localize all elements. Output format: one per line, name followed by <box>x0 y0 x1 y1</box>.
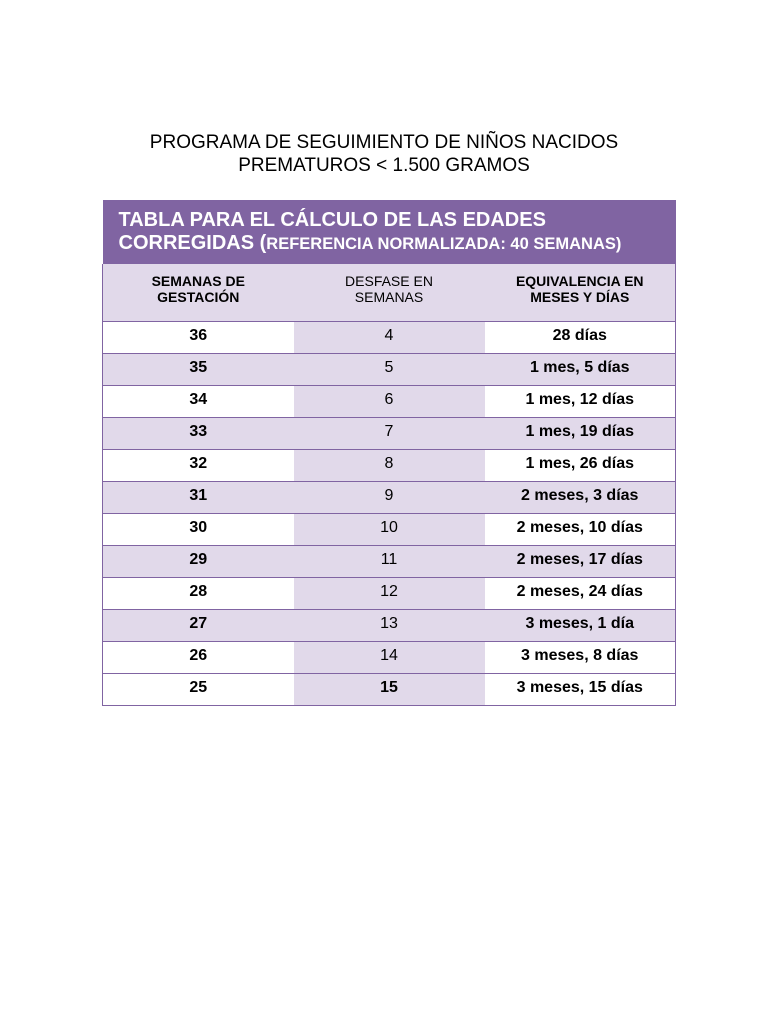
offset-weeks-cell: 5 <box>294 354 485 386</box>
gestation-weeks-cell: 36 <box>103 322 294 354</box>
offset-weeks-cell: 10 <box>294 514 485 546</box>
header-line: SEMANAS <box>354 288 424 305</box>
banner-line-1: TABLA PARA EL CÁLCULO DE LAS EDADES <box>118 208 546 231</box>
offset-weeks-cell: 9 <box>294 482 485 514</box>
table-row <box>103 546 676 578</box>
table-row <box>103 578 676 610</box>
equivalence-cell: 2 meses, 10 días <box>485 514 676 546</box>
offset-weeks-cell: 7 <box>294 418 485 450</box>
equivalence-cell: 1 mes, 26 días <box>485 450 676 482</box>
header-line: SEMANAS DE <box>151 272 245 289</box>
table-row <box>103 450 676 482</box>
gestation-weeks-cell: 27 <box>103 610 294 642</box>
offset-weeks-cell: 11 <box>294 546 485 578</box>
banner-line-2-small: REFERENCIA NORMALIZADA: 40 SEMANAS) <box>266 234 622 253</box>
header-gestation-weeks <box>103 264 294 322</box>
equivalence-cell: 1 mes, 12 días <box>485 386 676 418</box>
document-title <box>0 131 768 177</box>
equivalence-cell: 3 meses, 8 días <box>485 642 676 674</box>
table-row <box>103 482 676 514</box>
equivalence-cell: 3 meses, 1 día <box>485 610 676 642</box>
offset-weeks-cell: 12 <box>294 578 485 610</box>
table-row <box>103 354 676 386</box>
offset-weeks-cell: 13 <box>294 610 485 642</box>
header-line: MESES Y DÍAS <box>530 288 630 305</box>
table-banner <box>103 200 676 264</box>
gestation-weeks-cell: 32 <box>103 450 294 482</box>
table-row <box>103 418 676 450</box>
gestation-weeks-cell: 30 <box>103 514 294 546</box>
equivalence-cell: 2 meses, 24 días <box>485 578 676 610</box>
header-equivalence <box>485 264 676 322</box>
equivalence-cell: 28 días <box>485 322 676 354</box>
table-row <box>103 674 676 706</box>
table-row <box>103 610 676 642</box>
table-row <box>103 322 676 354</box>
title-line-1: PROGRAMA DE SEGUIMIENTO DE NIÑOS NACIDOS <box>149 132 619 153</box>
offset-weeks-cell: 4 <box>294 322 485 354</box>
table-row <box>103 514 676 546</box>
gestation-weeks-cell: 33 <box>103 418 294 450</box>
offset-weeks-cell: 14 <box>294 642 485 674</box>
gestation-weeks-cell: 31 <box>103 482 294 514</box>
gestation-weeks-cell: 35 <box>103 354 294 386</box>
equivalence-cell: 3 meses, 15 días <box>485 674 676 706</box>
gestation-weeks-cell: 29 <box>103 546 294 578</box>
gestation-weeks-cell: 28 <box>103 578 294 610</box>
header-line: DESFASE EN <box>345 272 433 289</box>
offset-weeks-cell: 8 <box>294 450 485 482</box>
gestation-weeks-cell: 25 <box>103 674 294 706</box>
offset-weeks-cell: 15 <box>294 674 485 706</box>
equivalence-cell: 2 meses, 17 días <box>485 546 676 578</box>
equivalence-cell: 1 mes, 5 días <box>485 354 676 386</box>
equivalence-cell: 1 mes, 19 días <box>485 418 676 450</box>
table-row <box>103 642 676 674</box>
table-row <box>103 386 676 418</box>
header-offset-weeks <box>294 264 485 322</box>
equivalence-cell: 2 meses, 3 días <box>485 482 676 514</box>
banner-line-2 <box>119 232 622 254</box>
header-line: GESTACIÓN <box>157 288 240 305</box>
gestation-weeks-cell: 26 <box>103 642 294 674</box>
title-line-2: PREMATUROS < 1.500 GRAMOS <box>238 155 530 176</box>
corrected-age-table <box>102 200 676 706</box>
column-header-row <box>103 264 676 322</box>
banner-line-2-main: CORREGIDAS ( <box>118 231 267 254</box>
offset-weeks-cell: 6 <box>294 386 485 418</box>
table-banner-cell <box>103 200 676 264</box>
gestation-weeks-cell: 34 <box>103 386 294 418</box>
header-line: EQUIVALENCIA EN <box>515 272 644 289</box>
